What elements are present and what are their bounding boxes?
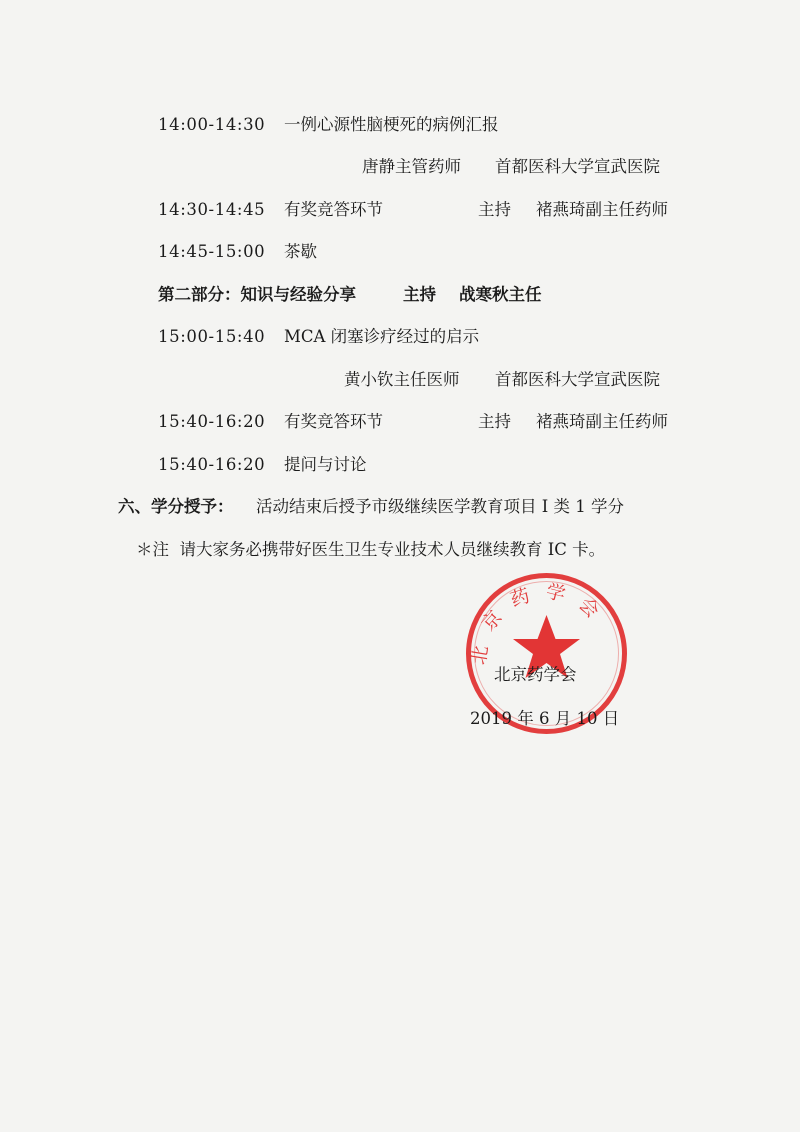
schedule-time: 15:00-15:40 <box>158 327 266 346</box>
hospital: 首都医科大学宣武医院 <box>495 370 660 389</box>
schedule-title: 提问与讨论 <box>284 455 367 474</box>
signature-date: 2019 年 6 月 10 日 <box>470 709 620 728</box>
signature-org: 北京药学会 <box>494 665 577 684</box>
schedule-time: 15:40-16:20 <box>158 455 266 474</box>
section-heading: 第二部分：知识与经验分享 <box>158 285 356 304</box>
schedule-title: MCA 闭塞诊疗经过的启示 <box>284 327 480 346</box>
speaker: 唐静主管药师 <box>362 157 461 176</box>
host-label: 主持 <box>403 285 436 304</box>
note-text: ＊注 请大家务必携带好医生卫生专业技术人员继续教育 IC 卡。 <box>136 540 606 559</box>
host-label: 主持 <box>478 200 511 219</box>
seal-text: 北京药学会 <box>467 580 614 667</box>
credits-text: 活动结束后授予市级继续医学教育项目 I 类 1 学分 <box>256 497 624 516</box>
schedule-time: 15:40-16:20 <box>158 412 266 431</box>
speaker: 黄小钦主任医师 <box>344 370 460 389</box>
hospital: 首都医科大学宣武医院 <box>495 157 660 176</box>
schedule-time: 14:00-14:30 <box>158 115 266 134</box>
schedule-title: 有奖竞答环节 <box>284 412 383 431</box>
schedule-time: 14:45-15:00 <box>158 242 266 261</box>
schedule-title: 一例心源性脑梗死的病例汇报 <box>284 115 499 134</box>
host-name: 战寒秋主任 <box>459 285 542 304</box>
schedule-title: 茶歇 <box>284 242 317 261</box>
host-name: 褚燕琦副主任药师 <box>536 412 668 431</box>
schedule-time: 14:30-14:45 <box>158 200 266 219</box>
host-label: 主持 <box>478 412 511 431</box>
host-name: 褚燕琦副主任药师 <box>536 200 668 219</box>
schedule-title: 有奖竞答环节 <box>284 200 383 219</box>
credits-label: 六、学分授予： <box>118 497 234 516</box>
